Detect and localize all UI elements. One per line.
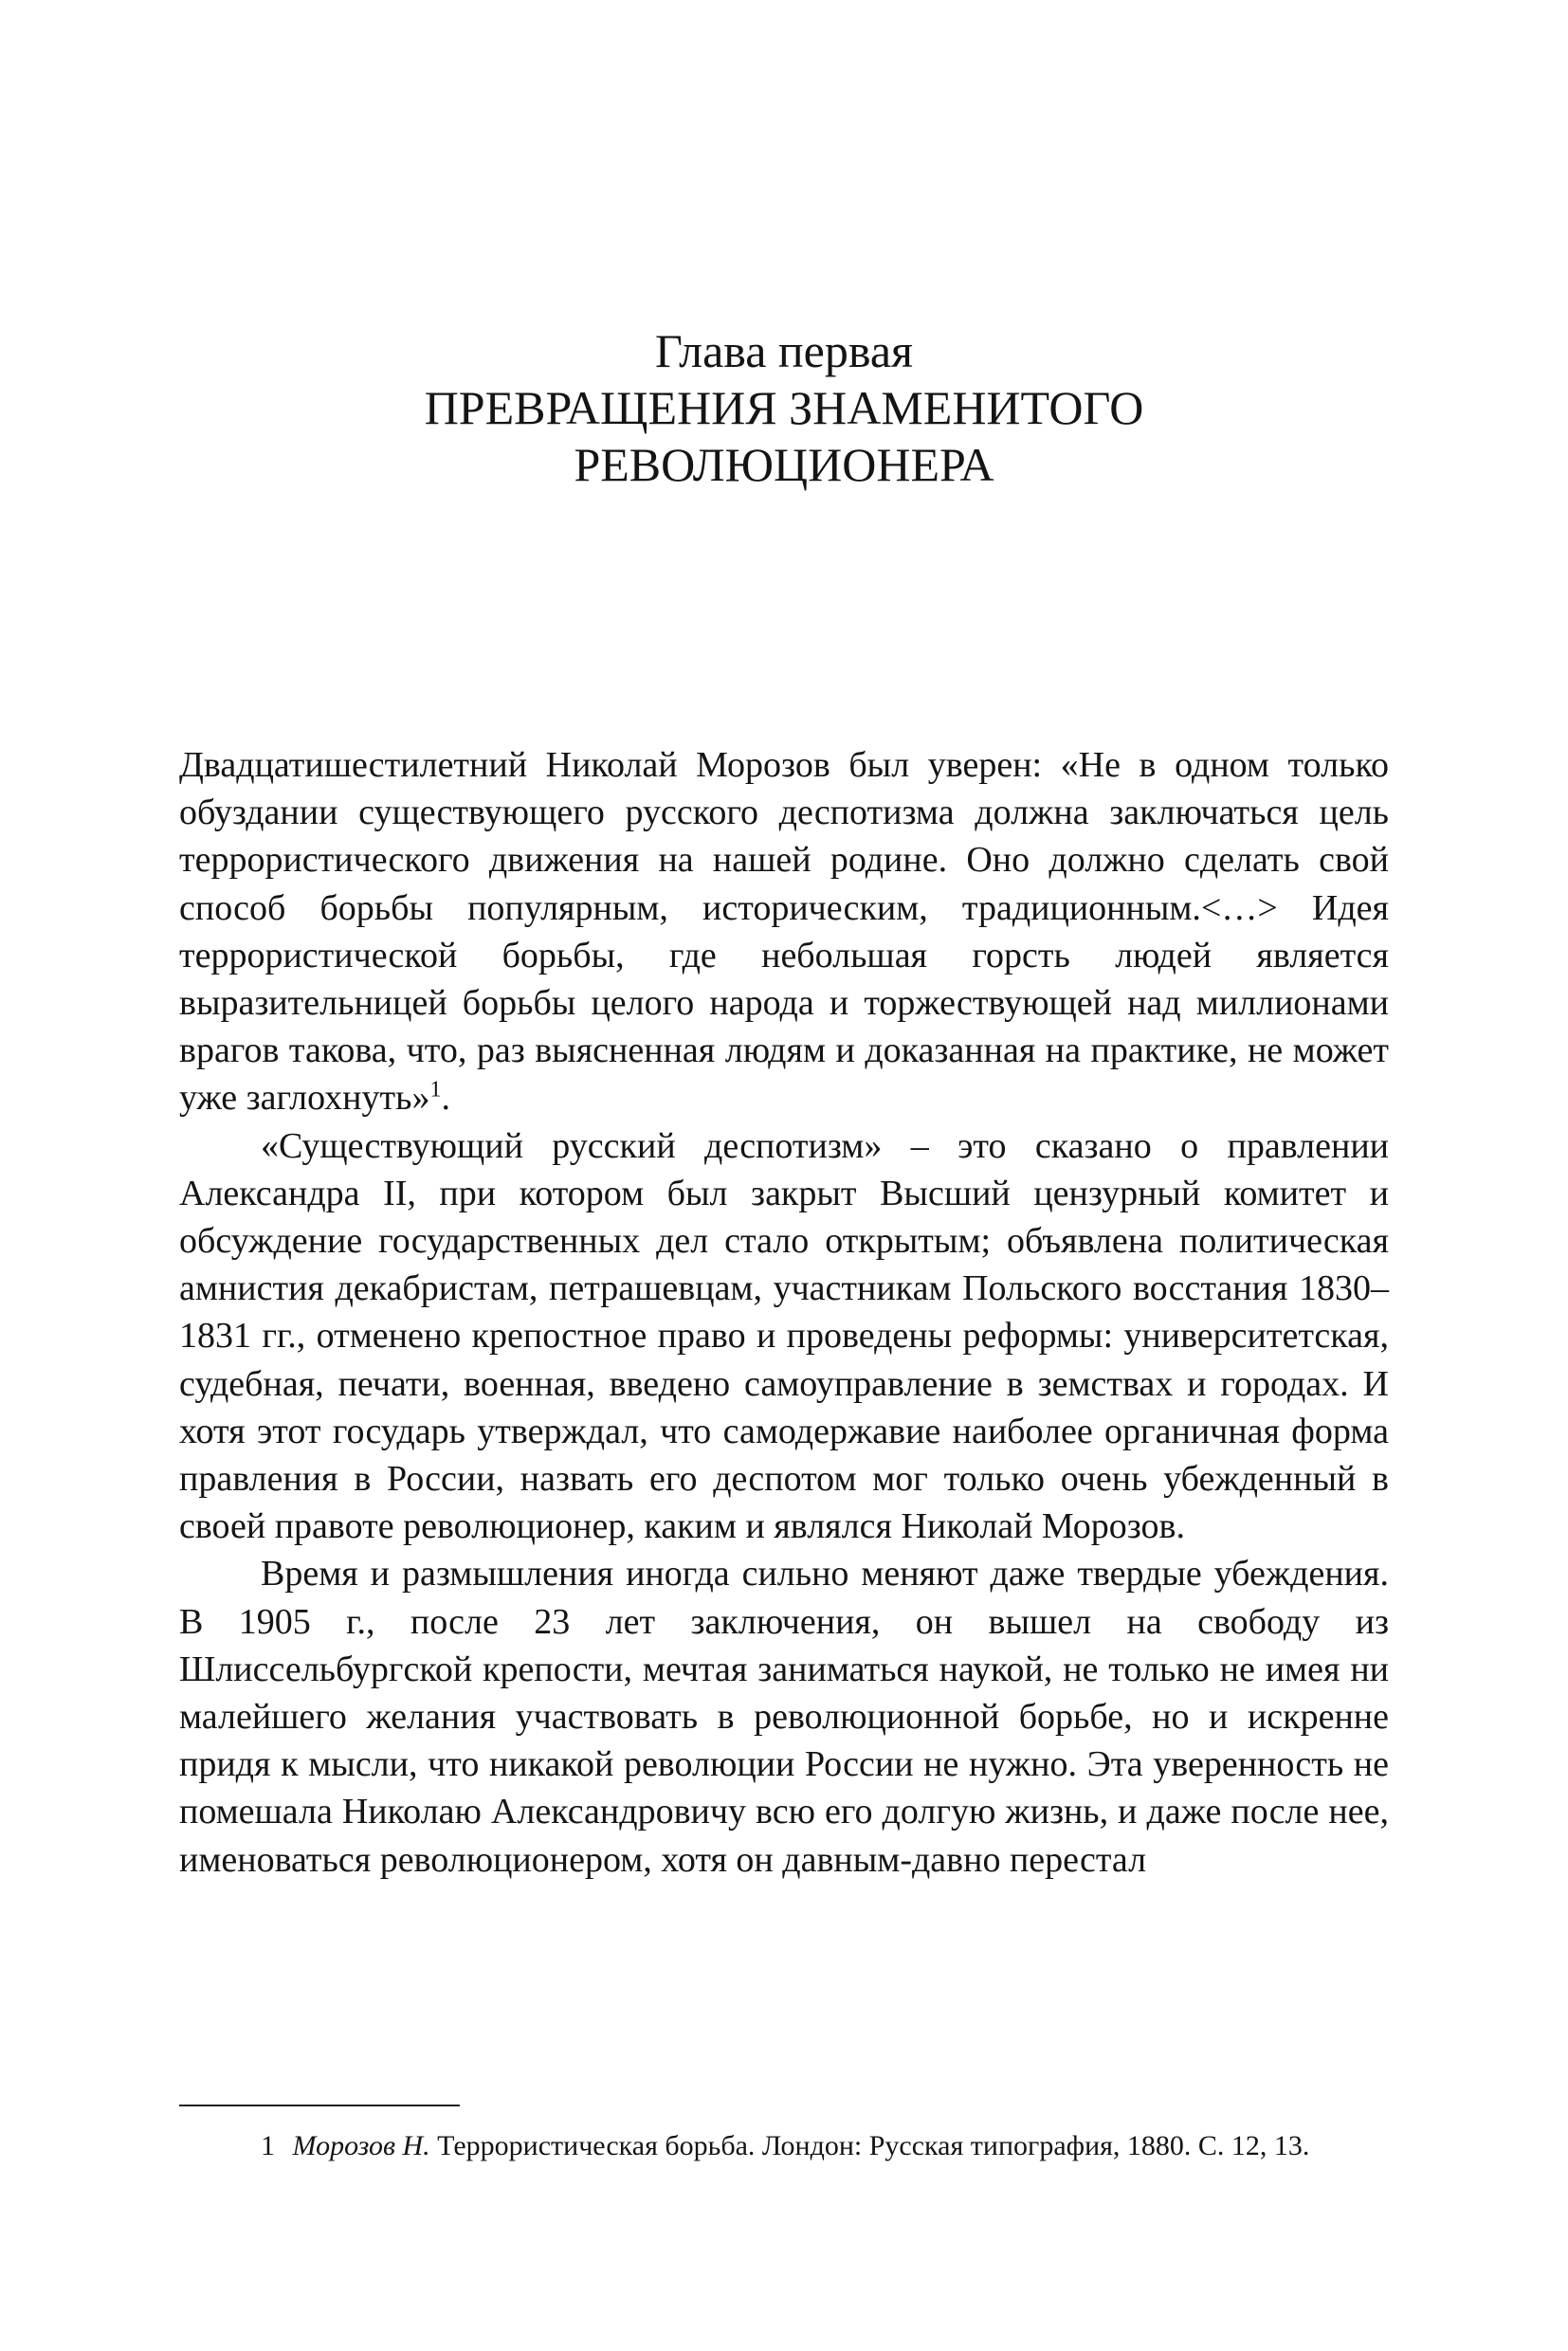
footnote-author: Морозов Н. — [292, 2130, 430, 2161]
chapter-heading — [0, 322, 1568, 493]
body-text — [179, 741, 1389, 1884]
paragraph-1-text: Двадцатишестилетний Николай Морозов был уверен: «Не в одном только обуздании существующего русского деспотизма должна заключаться цель террористического движения на нашей родине. Оно должно сделать свой способ борьбы популярным, историческим, традиционным.<…> Идея террористической борьбы, где небольшая горсть людей является выразительницей борьбы целого народа и торжествующей над миллионами врагов такова, что, раз выясненная людям и доказанная на практике, не может уже заглохнуть» — [179, 745, 1389, 1119]
footnote — [179, 2127, 1389, 2165]
footnote-mark: 1 — [261, 2130, 275, 2161]
paragraph-1: Двадцатишестилетний Николай Морозов был уверен: «Не в одном только обуздании существующего русского деспотизма должна заключаться цель террористического движения на нашей родине. Оно должно сделать свой способ борьбы популярным, историческим, традиционным.<…> Идея террористической борьбы, где небольшая горсть людей является выразительницей борьбы целого народа и торжествующей над миллионами врагов такова, что, раз выясненная людям и доказанная на практике, не может уже заглохнуть»$^1$. — [179, 745, 1389, 1119]
paragraph-3: Время и размышления иногда сильно меняют даже твердые убеждения. В 1905 г., после 23 лет заключения, он вышел на свободу из Шлиссельбургской крепости, мечтая заниматься наукой, не только не имея ни малейшего желания участвовать в революционной борьбе, но и искренне придя к мысли, что никакой революции России не нужно. Эта уверенность не помешала Николаю Александровичу всю его долгую жизнь, и даже после нее, именоваться революционером, хотя он давным-давно перестал — [179, 1554, 1389, 1880]
chapter-title-line-2: РЕВОЛЮЦИОНЕРА — [574, 438, 994, 491]
chapter-title-line-1: ПРЕВРАЩЕНИЯ ЗНАМЕНИТОГО — [424, 381, 1144, 434]
paragraph-2: «Существующий русский деспотизм» – это сказано о правлении Александра II, при котором был закрыт Высший цензурный комитет и обсуждение государственных дел стало открытым; объявлена политическая амнистия декабристам, петрашевцам, участникам Польского восстания 1830–1831 гг., отменено крепостное право и проведены реформы: университетская, судебная, печати, военная, введено самоуправление в земствах и городах. И хотя этот государь утверждал, что самодержавие наиболее органичная форма правления в России, назвать его деспотом мог только очень убежденный в своей правоте революционер, каким и являлся Николай Морозов. — [179, 1125, 1389, 1547]
footnote-divider — [179, 2105, 460, 2106]
footnote-text: Террористическая борьба. Лондон: Русская типография, 1880. С. 12, 13. — [437, 2130, 1310, 2161]
footnote-reference[interactable]: 1 — [429, 1077, 442, 1103]
chapter-label: Глава первая — [654, 324, 914, 377]
